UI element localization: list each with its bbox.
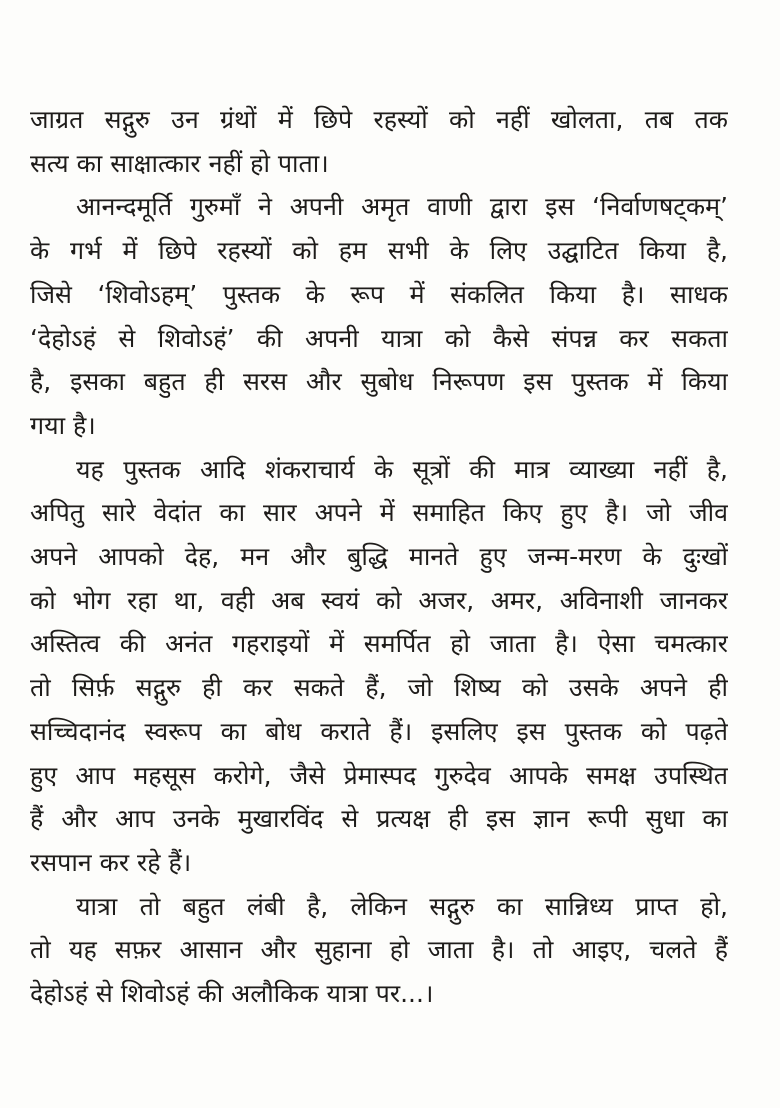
text-line: है, इसका बहुत ही सरस और सुबोध निरूपण इस पुस्तक में किया bbox=[30, 367, 728, 397]
text-line: तो यह सफ़र आसान और सुहाना हो जाता है। तो आइए, चलते हैं bbox=[30, 935, 728, 965]
text-line: के गर्भ में छिपे रहस्यों को हम सभी के लिए उद्घाटित किया है, bbox=[30, 236, 728, 266]
text-line: हैं और आप उनके मुखारविंद से प्रत्यक्ष ही इस ज्ञान रूपी सुधा का bbox=[30, 804, 728, 834]
text-line: आनन्दमूर्ति गुरुमाँ ने अपनी अमृत वाणी द्वारा इस ‘निर्वाणषट्कम्’ bbox=[76, 192, 728, 222]
text-line: गया है। bbox=[30, 410, 96, 440]
text-line: जिसे ‘शिवोऽहम्’ पुस्तक के रूप में संकलित किया है। साधक bbox=[30, 279, 728, 309]
text-line: अपितु सारे वेदांत का सार अपने में समाहित किए हुए है। जो जीव bbox=[30, 498, 728, 528]
paragraph-4 bbox=[30, 885, 728, 1016]
text-line: सच्चिदानंद स्वरूप का बोध कराते हैं। इसलिए इस पुस्तक को पढ़ते bbox=[30, 716, 728, 746]
text-line: अपने आपको देह, मन और बुद्धि मानते हुए जन्म-मरण के दुःखों bbox=[30, 542, 728, 572]
text-line: यात्रा तो बहुत लंबी है, लेकिन सद्गुरु का सान्निध्य प्राप्त हो, bbox=[76, 891, 728, 921]
text-line: जाग्रत सद्गुरु उन ग्रंथों में छिपे रहस्यों को नहीं खोलता, तब तक bbox=[30, 105, 728, 134]
text-line: को भोग रहा था, वही अब स्वयं को अजर, अमर, अविनाशी जानकर bbox=[30, 585, 728, 615]
text-line: यह पुस्तक आदि शंकराचार्य के सूत्रों की मात्र व्याख्या नहीं है, bbox=[76, 454, 728, 484]
text-line: अस्तित्व की अनंत गहराइयों में समर्पित हो जाता है। ऐसा चमत्कार bbox=[30, 629, 728, 659]
book-page bbox=[30, 98, 728, 1016]
paragraph-3 bbox=[30, 448, 728, 885]
text-line: रसपान कर रहे हैं। bbox=[30, 847, 192, 877]
text-line: तो सिर्फ़ सद्गुरु ही कर सकते हैं, जो शिष्य को उसके अपने ही bbox=[30, 673, 728, 703]
text-line: ‘देहोऽहं से शिवोऽहं’ की अपनी यात्रा को कैसे संपन्न कर सकता bbox=[30, 323, 728, 353]
text-line: हुए आप महसूस करोगे, जैसे प्रेमास्पद गुरुदेव आपके समक्ष उपस्थित bbox=[30, 760, 728, 790]
text-line: देहोऽहं से शिवोऽहं की अलौकिक यात्रा पर...। bbox=[30, 979, 434, 1009]
paragraph-1 bbox=[30, 98, 728, 185]
text-line: सत्य का साक्षात्कार नहीं हो पाता। bbox=[30, 148, 329, 178]
paragraph-2 bbox=[30, 185, 728, 447]
